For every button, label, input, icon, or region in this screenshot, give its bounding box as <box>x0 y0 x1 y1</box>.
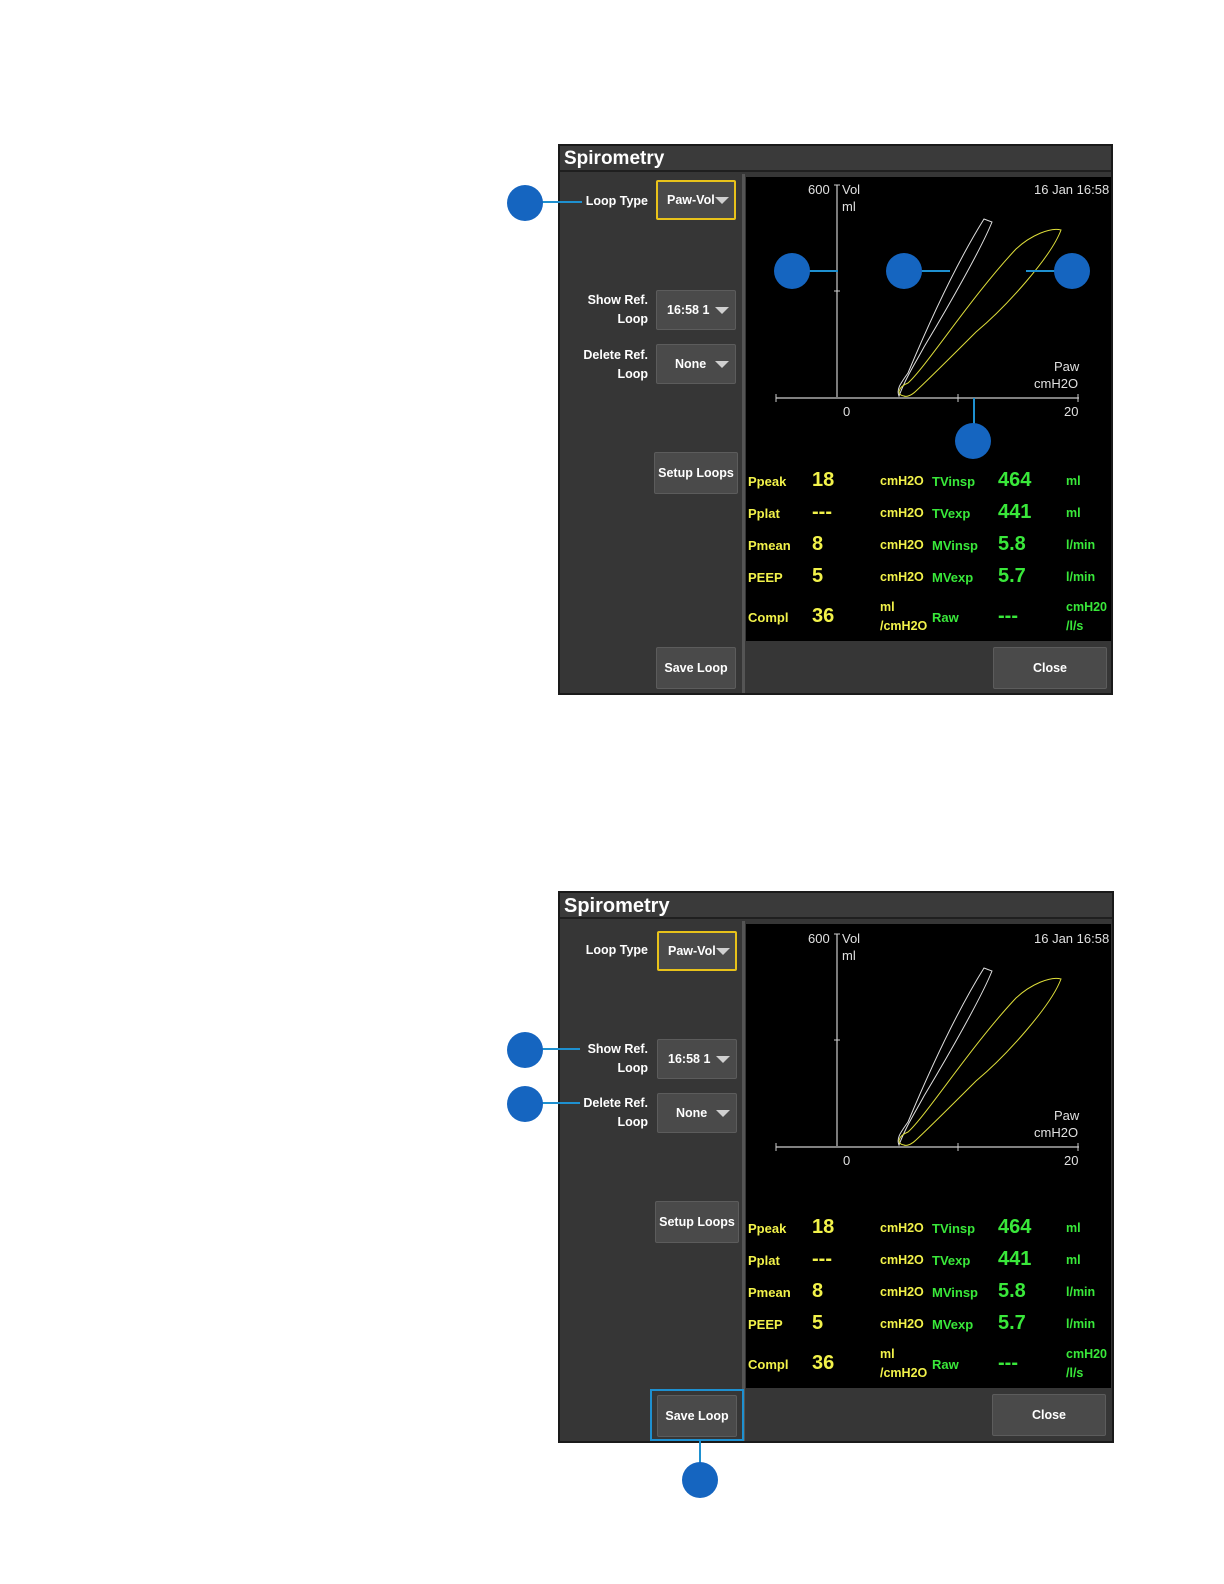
meas-ppeak-value: 18 <box>812 469 835 491</box>
callout-line <box>806 270 838 272</box>
delete-ref-label-line1: Delete Ref. <box>583 348 648 362</box>
callout-marker <box>507 1032 543 1068</box>
callout-line <box>540 201 582 203</box>
show-ref-label-line2: Loop <box>617 1061 648 1075</box>
callout-marker <box>682 1462 718 1498</box>
meas-mvinsp-value: 5.8 <box>998 533 1026 555</box>
loop-type-dropdown[interactable] <box>657 931 737 971</box>
meas-mvinsp-name: MVinsp <box>932 538 978 553</box>
meas-raw-name: Raw <box>932 1357 959 1372</box>
y-axis-label-2: ml <box>842 948 856 963</box>
y-axis-label-1: Vol <box>842 182 861 197</box>
show-ref-label-line1: Show Ref. <box>587 1042 648 1056</box>
show-ref-dropdown[interactable] <box>656 290 736 330</box>
delete-ref-label <box>560 1094 648 1132</box>
callout-marker <box>774 253 810 289</box>
meas-pmean-unit: cmH2O <box>880 538 924 552</box>
meas-tvexp-value: 441 <box>998 501 1032 523</box>
loop-type-value: Paw-Vol <box>668 944 716 958</box>
chevron-down-icon <box>715 307 729 314</box>
plot-timestamp: 16 Jan 16:58 <box>1034 182 1110 197</box>
meas-tvinsp-unit: ml <box>1066 1221 1081 1235</box>
button-bar <box>746 1388 1111 1441</box>
delete-ref-value: None <box>675 357 707 371</box>
save-loop-button[interactable]: Save Loop <box>656 647 736 689</box>
x-axis-label-1: Paw <box>1054 359 1080 374</box>
meas-peep-name: PEEP <box>748 1317 783 1332</box>
meas-peep-value: 5 <box>812 565 824 587</box>
meas-ppeak-name: Ppeak <box>748 474 787 489</box>
meas-tvexp-name: TVexp <box>932 506 971 521</box>
meas-pplat-name: Pplat <box>748 1253 780 1268</box>
loop-type-dropdown[interactable] <box>656 180 736 220</box>
left-controls <box>560 174 742 693</box>
meas-mvinsp-unit: l/min <box>1066 1285 1096 1299</box>
show-ref-label-line1: Show Ref. <box>587 293 648 307</box>
meas-raw-unit-2: /l/s <box>1066 1366 1084 1380</box>
spirometry-panel-bottom <box>558 891 1114 1443</box>
show-ref-dropdown[interactable] <box>657 1039 737 1079</box>
meas-compl-unit-2: /cmH2O <box>880 619 928 633</box>
meas-compl-value: 36 <box>812 1352 835 1374</box>
meas-raw-unit-1: cmH20 <box>1066 600 1107 614</box>
close-button[interactable]: Close <box>993 647 1107 689</box>
meas-ppeak-name: Ppeak <box>748 1221 787 1236</box>
meas-pmean-name: Pmean <box>748 538 791 553</box>
meas-mvinsp-name: MVinsp <box>932 1285 978 1300</box>
save-loop-button[interactable]: Save Loop <box>657 1395 737 1437</box>
x-axis-label-2: cmH2O <box>1034 376 1079 391</box>
chevron-down-icon <box>716 1110 730 1117</box>
meas-tvinsp-name: TVinsp <box>932 1221 976 1236</box>
y-axis-label-2: ml <box>842 199 856 214</box>
panel-title: Spirometry <box>560 893 1112 919</box>
callout-marker <box>507 185 543 221</box>
callout-marker <box>507 1086 543 1122</box>
setup-loops-button[interactable]: Setup Loops <box>655 1201 739 1243</box>
meas-raw-name: Raw <box>932 610 959 625</box>
meas-mvinsp-unit: l/min <box>1066 538 1096 552</box>
chevron-down-icon <box>716 948 730 955</box>
meas-mvexp-value: 5.7 <box>998 1312 1026 1334</box>
callout-line <box>973 398 975 426</box>
meas-pplat-unit: cmH2O <box>880 1253 924 1267</box>
meas-compl-name: Compl <box>748 610 789 625</box>
x-axis-max: 20 <box>1064 1153 1079 1168</box>
loop-graph <box>746 177 1111 447</box>
callout-marker <box>886 253 922 289</box>
meas-mvinsp-value: 5.8 <box>998 1280 1026 1302</box>
meas-mvexp-name: MVexp <box>932 570 974 585</box>
meas-pmean-name: Pmean <box>748 1285 791 1300</box>
meas-pplat-name: Pplat <box>748 506 780 521</box>
meas-compl-name: Compl <box>748 1357 789 1372</box>
meas-raw-unit-2: /l/s <box>1066 619 1084 633</box>
callout-line <box>540 1102 580 1104</box>
callout-marker <box>1054 253 1090 289</box>
column-divider <box>742 921 745 1441</box>
meas-compl-unit-1: ml <box>880 1347 895 1361</box>
meas-mvexp-value: 5.7 <box>998 565 1026 587</box>
y-axis-max: 600 <box>808 182 830 197</box>
meas-mvexp-unit: l/min <box>1066 1317 1096 1331</box>
meas-pmean-unit: cmH2O <box>880 1285 924 1299</box>
delete-ref-label-line1: Delete Ref. <box>583 1096 648 1110</box>
meas-pplat-value: --- <box>812 501 832 523</box>
meas-compl-unit-1: ml <box>880 600 895 614</box>
meas-tvinsp-name: TVinsp <box>932 474 976 489</box>
close-button[interactable]: Close <box>992 1394 1106 1436</box>
meas-pmean-value: 8 <box>812 533 824 555</box>
x-axis-label-1: Paw <box>1054 1108 1080 1123</box>
meas-mvexp-unit: l/min <box>1066 570 1096 584</box>
loop-type-value: Paw-Vol <box>667 193 715 207</box>
meas-pmean-value: 8 <box>812 1280 824 1302</box>
meas-tvinsp-unit: ml <box>1066 474 1081 488</box>
delete-ref-label-line2: Loop <box>617 1115 648 1129</box>
y-axis-max: 600 <box>808 931 830 946</box>
show-ref-value: 16:58 1 <box>667 303 710 317</box>
delete-ref-dropdown[interactable] <box>657 1093 737 1133</box>
callout-line <box>918 270 950 272</box>
meas-pplat-unit: cmH2O <box>880 506 924 520</box>
delete-ref-dropdown[interactable] <box>656 344 736 384</box>
show-ref-label <box>570 1040 648 1078</box>
meas-compl-value: 36 <box>812 605 835 627</box>
meas-raw-unit-1: cmH20 <box>1066 1347 1107 1361</box>
meas-peep-unit: cmH2O <box>880 1317 924 1331</box>
panel-title: Spirometry <box>560 146 1111 172</box>
meas-ppeak-unit: cmH2O <box>880 1221 924 1235</box>
meas-mvexp-name: MVexp <box>932 1317 974 1332</box>
delete-ref-value: None <box>676 1106 708 1120</box>
column-divider <box>742 174 745 693</box>
setup-loops-button[interactable]: Setup Loops <box>654 452 738 494</box>
y-axis-label-1: Vol <box>842 931 861 946</box>
meas-compl-unit-2: /cmH2O <box>880 1366 928 1380</box>
callout-marker <box>955 423 991 459</box>
meas-raw-value: --- <box>998 1352 1018 1374</box>
meas-peep-name: PEEP <box>748 570 783 585</box>
callout-line <box>540 1048 580 1050</box>
meas-ppeak-value: 18 <box>812 1216 835 1238</box>
chevron-down-icon <box>715 361 729 368</box>
meas-tvexp-unit: ml <box>1066 506 1081 520</box>
show-ref-label <box>570 291 648 329</box>
x-axis-max: 20 <box>1064 404 1079 419</box>
left-controls <box>560 921 742 1441</box>
meas-tvinsp-value: 464 <box>998 1216 1032 1238</box>
loop-plot <box>746 177 1111 641</box>
meas-peep-value: 5 <box>812 1312 824 1334</box>
loop-type-label: Loop Type <box>585 194 648 208</box>
delete-ref-label-line2: Loop <box>617 367 648 381</box>
meas-tvinsp-value: 464 <box>998 469 1032 491</box>
meas-raw-value: --- <box>998 605 1018 627</box>
button-bar <box>746 641 1111 693</box>
chevron-down-icon <box>716 1056 730 1063</box>
meas-peep-unit: cmH2O <box>880 570 924 584</box>
plot-timestamp: 16 Jan 16:58 <box>1034 931 1110 946</box>
x-axis-label-2: cmH2O <box>1034 1125 1079 1140</box>
chevron-down-icon <box>715 197 729 204</box>
meas-tvexp-unit: ml <box>1066 1253 1081 1267</box>
meas-tvexp-name: TVexp <box>932 1253 971 1268</box>
loop-plot <box>746 924 1111 1388</box>
save-loop-highlight <box>650 1389 744 1441</box>
show-ref-label-line2: Loop <box>617 312 648 326</box>
delete-ref-label <box>560 346 648 384</box>
meas-ppeak-unit: cmH2O <box>880 474 924 488</box>
spirometry-panel-top <box>558 144 1113 695</box>
loop-graph <box>746 926 1111 1196</box>
loop-type-label: Loop Type <box>585 943 648 957</box>
x-axis-min: 0 <box>843 404 851 419</box>
x-axis-min: 0 <box>843 1153 851 1168</box>
meas-pplat-value: --- <box>812 1248 832 1270</box>
meas-tvexp-value: 441 <box>998 1248 1032 1270</box>
show-ref-value: 16:58 1 <box>668 1052 711 1066</box>
